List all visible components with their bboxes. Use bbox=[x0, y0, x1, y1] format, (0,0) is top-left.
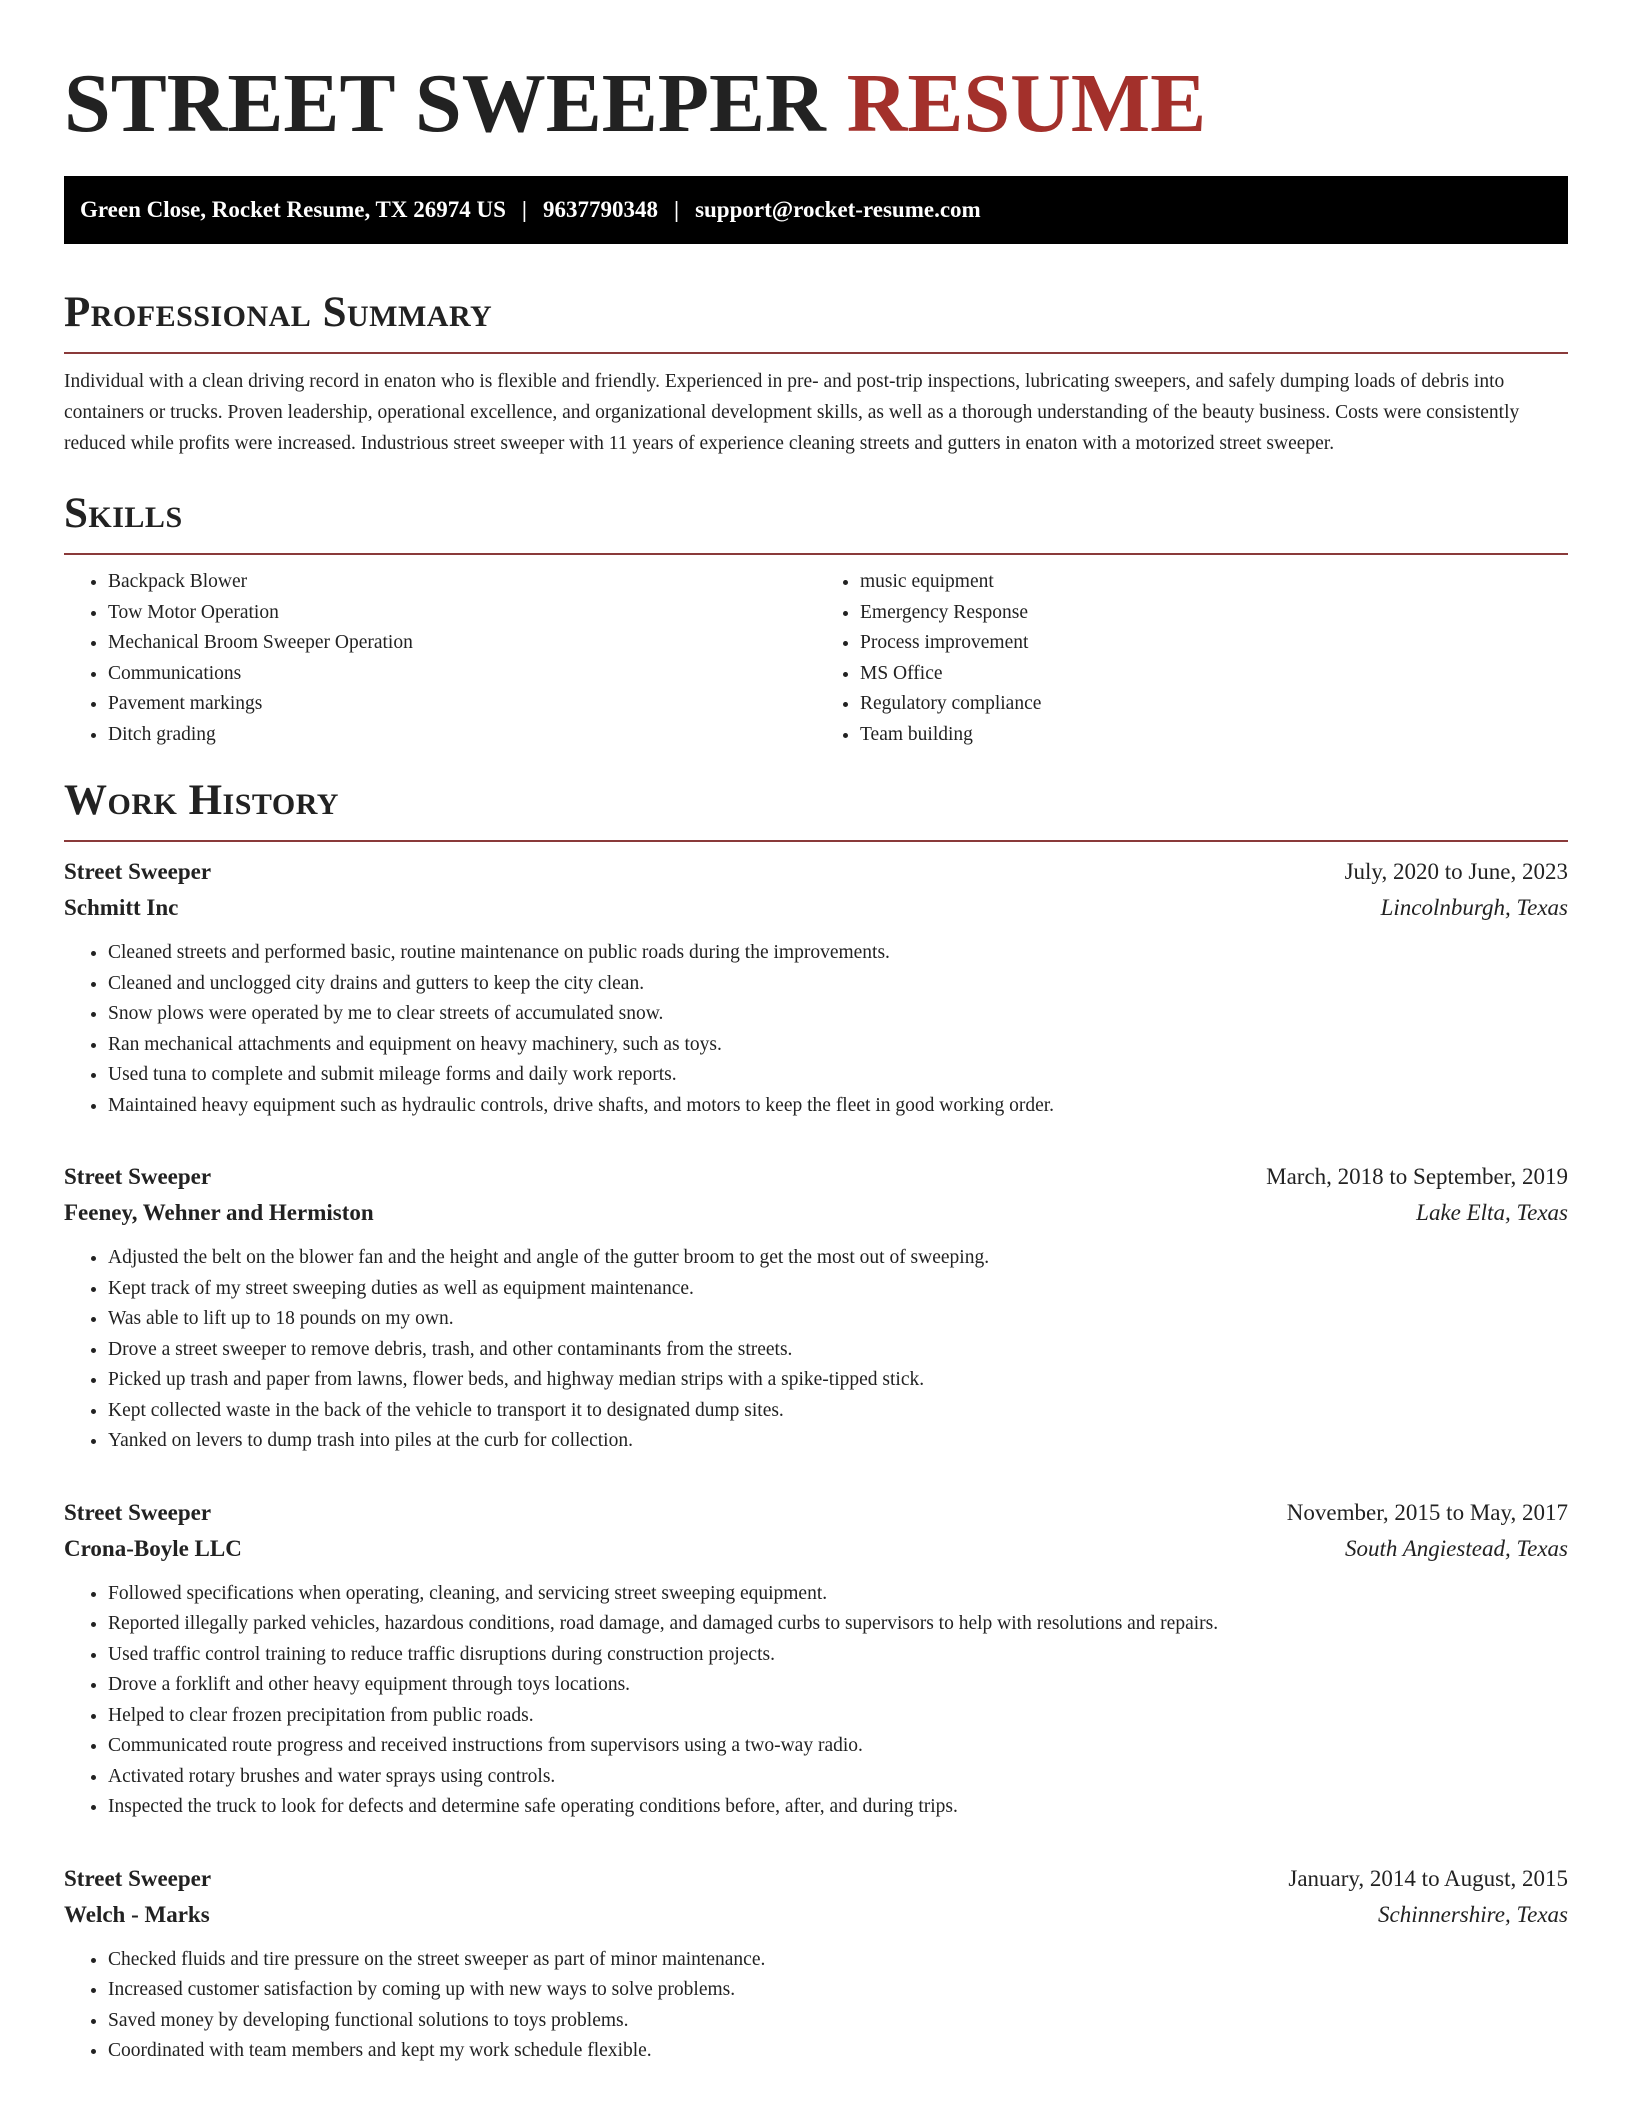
job-dates: January, 2014 to August, 2015 bbox=[1288, 1865, 1568, 1891]
job-header-row bbox=[64, 1159, 1568, 1195]
job-duties bbox=[64, 1243, 1568, 1457]
job-company: Schmitt Inc bbox=[64, 895, 179, 920]
duty-item: • Cleaned and unclogged city drains and gutters to keep the city clean. bbox=[108, 969, 1568, 1000]
job-company-row bbox=[64, 1195, 1568, 1231]
section-divider bbox=[64, 352, 1568, 354]
skills-list-right bbox=[816, 567, 1568, 750]
job-entry bbox=[64, 854, 1568, 1121]
skills-section bbox=[64, 489, 1568, 750]
contact-separator: | bbox=[521, 197, 527, 222]
summary-section bbox=[64, 288, 1568, 459]
skill-item: • Pavement markings bbox=[108, 689, 816, 720]
skill-item: • Tow Motor Operation bbox=[108, 598, 816, 629]
contact-separator: | bbox=[673, 197, 680, 222]
job-title: Street Sweeper bbox=[64, 1499, 212, 1525]
job-company-row bbox=[64, 890, 1568, 926]
duty-item: • Maintained heavy equipment such as hydraulic controls, drive shafts, and motors to keep the fleet in good working order. bbox=[108, 1091, 1568, 1122]
duty-item: • Was able to lift up to 18 pounds on my own. bbox=[108, 1304, 1568, 1335]
duty-item: • Inspected the truck to look for defects and determine safe operating conditions before, after, and during trips. bbox=[108, 1792, 1568, 1823]
summary-heading: Professional Summary bbox=[64, 289, 493, 336]
section-divider bbox=[64, 840, 1568, 842]
skill-item: • Mechanical Broom Sweeper Operation bbox=[108, 628, 816, 659]
duty-item: • Used tuna to complete and submit mileage forms and daily work reports. bbox=[108, 1060, 1568, 1091]
title-main: STREET SWEEPER bbox=[64, 57, 826, 150]
job-header-row bbox=[64, 1861, 1568, 1897]
duty-item: • Yanked on levers to dump trash into piles at the curb for collection. bbox=[108, 1426, 1568, 1457]
job-header-row bbox=[64, 854, 1568, 890]
duty-item: • Saved money by developing functional solutions to toys problems. bbox=[108, 2006, 1568, 2037]
skills-columns bbox=[64, 567, 1568, 750]
title-accent: RESUME bbox=[846, 57, 1207, 150]
job-duties bbox=[64, 1579, 1568, 1823]
job-location: Lincolnburgh, Texas bbox=[1380, 895, 1568, 920]
duty-item: • Coordinated with team members and kept my work schedule flexible. bbox=[108, 2036, 1568, 2067]
job-title: Street Sweeper bbox=[64, 859, 212, 884]
contact-phone: 9637790348 bbox=[542, 197, 658, 222]
skill-item: • Regulatory compliance bbox=[860, 689, 1568, 720]
duty-item: • Communicated route progress and received instructions from supervisors using a two-way radio. bbox=[108, 1731, 1568, 1762]
work-history-section bbox=[64, 776, 1568, 2067]
contact-email: support@rocket-resume.com bbox=[695, 197, 981, 222]
skill-item: • Communications bbox=[108, 659, 816, 690]
duty-item: • Adjusted the belt on the blower fan and the height and angle of the gutter broom to get the most out of sweeping. bbox=[108, 1243, 1568, 1274]
skill-item: • Team building bbox=[860, 720, 1568, 751]
skill-item: • MS Office bbox=[860, 659, 1568, 690]
duty-item: • Helped to clear frozen precipitation from public roads. bbox=[108, 1701, 1568, 1732]
duty-item: • Activated rotary brushes and water sprays using controls. bbox=[108, 1762, 1568, 1793]
skill-item: • Backpack Blower bbox=[108, 567, 816, 598]
job-title: Street Sweeper bbox=[64, 1164, 212, 1189]
job-title: Street Sweeper bbox=[64, 1865, 212, 1891]
job-company-row bbox=[64, 1897, 1568, 1933]
duty-item: • Drove a street sweeper to remove debris, trash, and other contaminants from the streets. bbox=[108, 1335, 1568, 1366]
section-divider bbox=[64, 553, 1568, 555]
job-company: Welch - Marks bbox=[64, 1901, 210, 1927]
job-company: Feeney, Wehner and Hermiston bbox=[64, 1200, 374, 1225]
job-dates: March, 2018 to September, 2019 bbox=[1266, 1164, 1568, 1189]
contact-bar bbox=[64, 176, 1568, 244]
job-duties bbox=[64, 1945, 1568, 2067]
resume-title bbox=[64, 56, 1568, 152]
duty-item: • Kept collected waste in the back of the vehicle to transport it to designated dump sites. bbox=[108, 1396, 1568, 1427]
work-history-heading: Work History bbox=[64, 777, 339, 824]
duty-item: • Cleaned streets and performed basic, routine maintenance on public roads during the improvements. bbox=[108, 938, 1568, 969]
skills-heading: Skills bbox=[64, 490, 183, 537]
skill-item: • Process improvement bbox=[860, 628, 1568, 659]
job-duties bbox=[64, 938, 1568, 1121]
job-company-row bbox=[64, 1531, 1568, 1567]
job-location: South Angiestead, Texas bbox=[1345, 1535, 1568, 1561]
duty-item: • Picked up trash and paper from lawns, flower beds, and highway median strips with a spike-tipped stick. bbox=[108, 1365, 1568, 1396]
job-company: Crona-Boyle LLC bbox=[64, 1535, 242, 1561]
duty-item: • Snow plows were operated by me to clear streets of accumulated snow. bbox=[108, 999, 1568, 1030]
duty-item: • Followed specifications when operating, cleaning, and servicing street sweeping equipment. bbox=[108, 1579, 1568, 1610]
job-entry bbox=[64, 1861, 1568, 2067]
job-dates: July, 2020 to June, 2023 bbox=[1344, 859, 1568, 884]
skill-item: • Ditch grading bbox=[108, 720, 816, 751]
job-location: Schinnershire, Texas bbox=[1378, 1901, 1568, 1927]
job-dates: November, 2015 to May, 2017 bbox=[1286, 1499, 1568, 1525]
job-header-row bbox=[64, 1495, 1568, 1531]
job-entry bbox=[64, 1495, 1568, 1823]
job-entry bbox=[64, 1159, 1568, 1457]
duty-item: • Drove a forklift and other heavy equipment through toys locations. bbox=[108, 1670, 1568, 1701]
skills-list-left bbox=[64, 567, 816, 750]
duty-item: • Checked fluids and tire pressure on the street sweeper as part of minor maintenance. bbox=[108, 1945, 1568, 1976]
duty-item: • Increased customer satisfaction by coming up with new ways to solve problems. bbox=[108, 1975, 1568, 2006]
duty-item: • Ran mechanical attachments and equipment on heavy machinery, such as toys. bbox=[108, 1030, 1568, 1061]
duty-item: • Kept track of my street sweeping duties as well as equipment maintenance. bbox=[108, 1274, 1568, 1305]
skill-item: • music equipment bbox=[860, 567, 1568, 598]
skill-item: • Emergency Response bbox=[860, 598, 1568, 629]
summary-text: Individual with a clean driving record in enaton who is flexible and friendly. Experienced in pre- and post-trip inspections, lubricating sweepers, and safely dumping loads of debris into containers or trucks. Proven leadership, operational excellence, and organizational development skills, as well as a thorough understanding of the beauty business. Costs were consistently reduced while profits were increased. Industrious street sweeper with 11 years of experience cleaning streets and gutters in enaton with a motorized street sweeper. bbox=[64, 371, 1520, 454]
job-location: Lake Elta, Texas bbox=[1416, 1200, 1568, 1225]
contact-address: Green Close, Rocket Resume, TX 26974 US bbox=[80, 197, 506, 222]
duty-item: • Reported illegally parked vehicles, hazardous conditions, road damage, and damaged curbs to supervisors to help with resolutions and repairs. bbox=[108, 1609, 1568, 1640]
duty-item: • Used traffic control training to reduce traffic disruptions during construction projects. bbox=[108, 1640, 1568, 1671]
